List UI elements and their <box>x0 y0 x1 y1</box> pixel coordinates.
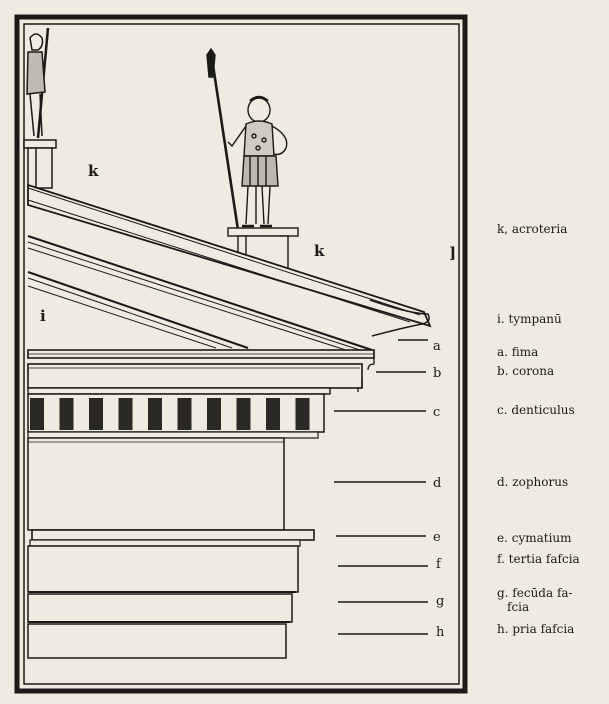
label-k-lower: k <box>314 242 325 260</box>
tick-letter-b: b <box>433 366 442 381</box>
tick-letter-c: c <box>433 405 441 420</box>
architrave <box>28 530 314 658</box>
tick-letter-e: e <box>433 530 441 545</box>
dentil-block <box>60 398 74 430</box>
pediment <box>28 185 430 352</box>
dentil-block <box>296 398 310 430</box>
center-statue <box>207 49 298 268</box>
tick-letter-h: h <box>436 625 445 640</box>
dentil-block <box>119 398 133 430</box>
dentil-block <box>178 398 192 430</box>
label-bracket-mark: ] <box>449 244 457 262</box>
legend-corona: b. corona <box>497 364 555 378</box>
dentil-block <box>89 398 103 430</box>
dentil-block <box>237 398 251 430</box>
legend-zophorus: d. zophorus <box>497 475 569 489</box>
legend-secunda-fascia-cont: fcia <box>507 600 530 614</box>
legend-denticulus: c. denticulus <box>497 403 575 417</box>
dentil-block <box>30 398 44 430</box>
zophorus <box>28 438 284 530</box>
legend-prima-fascia: h. pria fafcia <box>497 622 575 636</box>
legend-tertia-fascia: f. tertia fafcia <box>497 552 580 566</box>
denticulus <box>28 394 324 438</box>
tick-letter-f: f <box>436 557 441 572</box>
tick-letter-a: a <box>433 339 441 354</box>
legend-cymatium: e. cymatium <box>497 531 572 545</box>
legend-acroteria: k, acroteria <box>497 222 568 236</box>
dentil-block <box>266 398 280 430</box>
legend-sima: a. fima <box>497 345 539 359</box>
label-k-top: k <box>88 162 99 180</box>
label-i: i <box>40 307 46 325</box>
left-statue <box>24 28 56 188</box>
tick-letter-d: d <box>433 476 442 491</box>
legend-tympanum: i. tympanū <box>497 312 562 326</box>
cornice <box>28 350 374 394</box>
legend-secunda-fascia: g. fecūda fa- <box>497 586 573 600</box>
dentil-block <box>148 398 162 430</box>
dentil-block <box>207 398 221 430</box>
legend <box>497 222 580 636</box>
tick-letter-g: g <box>436 594 445 609</box>
